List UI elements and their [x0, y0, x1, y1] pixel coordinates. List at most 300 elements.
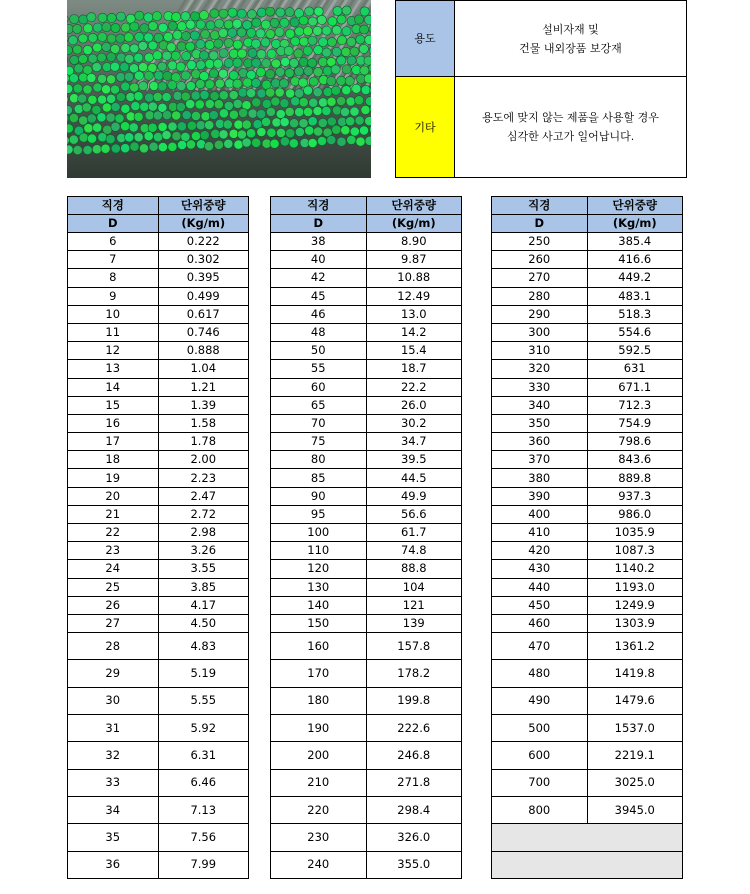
table-row	[68, 596, 249, 614]
table-row	[271, 578, 462, 596]
diameter-cell: 14	[68, 378, 159, 396]
diameter-cell: 500	[492, 715, 588, 742]
table-row	[68, 505, 249, 523]
table-row	[492, 560, 683, 578]
unit-weight-cell: 631	[587, 360, 683, 378]
table-row	[68, 251, 249, 269]
table-row	[68, 524, 249, 542]
table-row	[68, 414, 249, 432]
diameter-cell: 100	[271, 524, 367, 542]
unit-weight-cell: 12.49	[366, 287, 462, 305]
diameter-cell: 370	[492, 451, 588, 469]
unit-weight-cell: 26.0	[366, 396, 462, 414]
blank-row	[492, 851, 683, 878]
table-row	[68, 487, 249, 505]
unit-weight-cell: 0.746	[158, 323, 249, 341]
diameter-cell: 11	[68, 323, 159, 341]
diameter-cell: 170	[271, 660, 367, 687]
table-row	[68, 269, 249, 287]
table-row	[492, 414, 683, 432]
unit-weight-cell: 1419.8	[587, 660, 683, 687]
table-row	[271, 323, 462, 341]
unit-weight-cell: 1479.6	[587, 687, 683, 714]
table-row	[271, 633, 462, 660]
diameter-cell: 190	[271, 715, 367, 742]
table-row	[68, 715, 249, 742]
unit-weight-cell: 3.55	[158, 560, 249, 578]
unit-weight-cell: 1303.9	[587, 614, 683, 632]
table-row	[271, 660, 462, 687]
unit-weight-cell: 39.5	[366, 451, 462, 469]
unit-weight-cell: 592.5	[587, 342, 683, 360]
other-text	[455, 77, 687, 178]
unit-weight-cell: 6.46	[158, 769, 249, 796]
unit-weight-cell: 139	[366, 614, 462, 632]
unit-weight-cell: 1249.9	[587, 596, 683, 614]
diameter-cell: 10	[68, 305, 159, 323]
other-line: 용도에 맞지 않는 제품을 사용할 경우	[482, 111, 659, 124]
unit-weight-cell: 2219.1	[587, 742, 683, 769]
unit-weight-cell: 355.0	[366, 851, 462, 878]
unit-weight-cell: 1537.0	[587, 715, 683, 742]
unit-weight-cell: 843.6	[587, 451, 683, 469]
table-row	[271, 524, 462, 542]
unit-weight-cell: 178.2	[366, 660, 462, 687]
usage-label: 용도	[396, 1, 455, 77]
unit-weight-cell: 5.55	[158, 687, 249, 714]
diameter-cell: 23	[68, 542, 159, 560]
table-row	[68, 360, 249, 378]
table-row	[68, 796, 249, 823]
unit-weight-cell: 56.6	[366, 505, 462, 523]
unit-weight-cell: 937.3	[587, 487, 683, 505]
diameter-cell: 60	[271, 378, 367, 396]
header-row	[271, 215, 462, 233]
unit-weight-cell: 3.85	[158, 578, 249, 596]
other-label: 기타	[396, 77, 455, 178]
diameter-cell: 490	[492, 687, 588, 714]
table-row	[68, 233, 249, 251]
blank-row	[492, 824, 683, 851]
table-row	[68, 660, 249, 687]
unit-weight-cell: 3945.0	[587, 796, 683, 823]
table-row	[492, 469, 683, 487]
unit-weight-cell: 5.19	[158, 660, 249, 687]
diameter-cell: 38	[271, 233, 367, 251]
table-row	[492, 633, 683, 660]
table-row	[492, 578, 683, 596]
table-row	[492, 542, 683, 560]
table-row	[271, 614, 462, 632]
diameter-cell: 34	[68, 796, 159, 823]
table-row	[271, 269, 462, 287]
header-row	[68, 197, 249, 215]
unit-weight-cell: 1035.9	[587, 524, 683, 542]
diameter-cell: 300	[492, 323, 588, 341]
unit-weight-header: 단위중량	[158, 197, 249, 215]
diameter-cell: 8	[68, 269, 159, 287]
unit-weight-cell: 6.31	[158, 742, 249, 769]
unit-weight-cell: 0.302	[158, 251, 249, 269]
unit-weight-header: 단위중량	[587, 197, 683, 215]
unit-weight-header: (Kg/m)	[366, 215, 462, 233]
diameter-cell: 160	[271, 633, 367, 660]
table-row	[492, 487, 683, 505]
diameter-cell: 270	[492, 269, 588, 287]
table-row	[492, 796, 683, 823]
diameter-cell: 330	[492, 378, 588, 396]
diameter-cell: 360	[492, 433, 588, 451]
diameter-header: D	[492, 215, 588, 233]
diameter-cell: 210	[271, 769, 367, 796]
unit-weight-cell: 483.1	[587, 287, 683, 305]
diameter-cell: 280	[492, 287, 588, 305]
table-row	[271, 769, 462, 796]
table-row	[68, 742, 249, 769]
unit-weight-cell: 22.2	[366, 378, 462, 396]
table-row	[492, 715, 683, 742]
unit-weight-cell: 104	[366, 578, 462, 596]
table-row	[271, 715, 462, 742]
table-row	[68, 560, 249, 578]
unit-weight-cell: 2.98	[158, 524, 249, 542]
diameter-cell: 18	[68, 451, 159, 469]
header-row	[492, 215, 683, 233]
diameter-cell: 130	[271, 578, 367, 596]
unit-weight-cell: 2.47	[158, 487, 249, 505]
diameter-cell: 36	[68, 851, 159, 878]
table-row	[271, 469, 462, 487]
diameter-cell: 45	[271, 287, 367, 305]
unit-weight-cell: 88.8	[366, 560, 462, 578]
diameter-cell: 200	[271, 742, 367, 769]
diameter-cell: 13	[68, 360, 159, 378]
table-row	[271, 505, 462, 523]
unit-weight-cell: 889.8	[587, 469, 683, 487]
table-row	[271, 342, 462, 360]
diameter-cell: 420	[492, 542, 588, 560]
diameter-cell: 12	[68, 342, 159, 360]
unit-weight-cell: 671.1	[587, 378, 683, 396]
unit-weight-cell: 798.6	[587, 433, 683, 451]
unit-weight-cell: 1.39	[158, 396, 249, 414]
table-row	[492, 323, 683, 341]
unit-weight-cell: 1087.3	[587, 542, 683, 560]
table-row	[492, 233, 683, 251]
diameter-cell: 150	[271, 614, 367, 632]
table-row	[271, 487, 462, 505]
diameter-cell: 42	[271, 269, 367, 287]
table-row	[492, 251, 683, 269]
unit-weight-cell: 61.7	[366, 524, 462, 542]
diameter-cell: 28	[68, 633, 159, 660]
diameter-cell: 7	[68, 251, 159, 269]
diameter-cell: 260	[492, 251, 588, 269]
unit-weight-cell: 1.58	[158, 414, 249, 432]
diameter-cell: 90	[271, 487, 367, 505]
diameter-header: 직경	[492, 197, 588, 215]
product-photo	[67, 0, 371, 178]
unit-weight-cell: 385.4	[587, 233, 683, 251]
diameter-cell: 340	[492, 396, 588, 414]
diameter-cell: 9	[68, 287, 159, 305]
table-row	[271, 742, 462, 769]
unit-weight-cell: 13.0	[366, 305, 462, 323]
diameter-cell: 29	[68, 660, 159, 687]
unit-weight-cell: 2.72	[158, 505, 249, 523]
unit-weight-cell: 5.92	[158, 715, 249, 742]
table-row	[271, 851, 462, 878]
header-row	[68, 215, 249, 233]
table-row	[271, 824, 462, 851]
table-row	[492, 433, 683, 451]
table-row	[492, 614, 683, 632]
unit-weight-cell: 518.3	[587, 305, 683, 323]
blank-cell	[492, 824, 683, 851]
diameter-cell: 30	[68, 687, 159, 714]
unit-weight-cell: 18.7	[366, 360, 462, 378]
table-row	[271, 433, 462, 451]
table-row	[271, 287, 462, 305]
table-row	[492, 305, 683, 323]
table-row	[271, 596, 462, 614]
table-row	[492, 505, 683, 523]
diameter-cell: 27	[68, 614, 159, 632]
unit-weight-cell: 754.9	[587, 414, 683, 432]
table-row	[68, 614, 249, 632]
table-row	[68, 542, 249, 560]
unit-weight-cell: 271.8	[366, 769, 462, 796]
unit-weight-cell: 2.23	[158, 469, 249, 487]
unit-weight-cell: 199.8	[366, 687, 462, 714]
diameter-cell: 26	[68, 596, 159, 614]
table-row	[492, 378, 683, 396]
unit-weight-cell: 554.6	[587, 323, 683, 341]
table-row	[68, 851, 249, 878]
unit-weight-cell: 121	[366, 596, 462, 614]
diameter-cell: 22	[68, 524, 159, 542]
unit-weight-cell: 416.6	[587, 251, 683, 269]
usage-line: 건물 내외장품 보강재	[519, 41, 622, 55]
table-row	[492, 742, 683, 769]
other-line: 심각한 사고가 일어납니다.	[506, 130, 635, 143]
unit-weight-header: (Kg/m)	[158, 215, 249, 233]
unit-weight-cell: 15.4	[366, 342, 462, 360]
diameter-cell: 85	[271, 469, 367, 487]
unit-weight-cell: 449.2	[587, 269, 683, 287]
unit-weight-cell: 74.8	[366, 542, 462, 560]
diameter-cell: 31	[68, 715, 159, 742]
table-row	[271, 360, 462, 378]
diameter-cell: 430	[492, 560, 588, 578]
unit-weight-cell: 0.395	[158, 269, 249, 287]
diameter-cell: 320	[492, 360, 588, 378]
table-row	[492, 451, 683, 469]
diameter-header: D	[271, 215, 367, 233]
diameter-cell: 70	[271, 414, 367, 432]
unit-weight-cell: 7.56	[158, 824, 249, 851]
unit-weight-cell: 1361.2	[587, 633, 683, 660]
diameter-cell: 35	[68, 824, 159, 851]
unit-weight-cell: 712.3	[587, 396, 683, 414]
table-row	[271, 687, 462, 714]
diameter-cell: 440	[492, 578, 588, 596]
table-row	[271, 305, 462, 323]
unit-weight-cell: 3.26	[158, 542, 249, 560]
unit-weight-cell: 1.78	[158, 433, 249, 451]
unit-weight-cell: 0.499	[158, 287, 249, 305]
unit-weight-cell: 1193.0	[587, 578, 683, 596]
table-row	[68, 378, 249, 396]
table-row	[68, 469, 249, 487]
diameter-cell: 290	[492, 305, 588, 323]
diameter-cell: 400	[492, 505, 588, 523]
diameter-cell: 21	[68, 505, 159, 523]
table-row	[492, 769, 683, 796]
unit-weight-cell: 9.87	[366, 251, 462, 269]
table-row	[68, 451, 249, 469]
table-row	[271, 396, 462, 414]
diameter-cell: 380	[492, 469, 588, 487]
spec-table-3	[491, 196, 683, 879]
diameter-cell: 46	[271, 305, 367, 323]
table-row	[68, 305, 249, 323]
table-row	[492, 687, 683, 714]
diameter-cell: 65	[271, 396, 367, 414]
diameter-cell: 800	[492, 796, 588, 823]
table-row	[68, 824, 249, 851]
table-row	[492, 360, 683, 378]
unit-weight-header: 단위중량	[366, 197, 462, 215]
spec-table-1	[67, 196, 249, 879]
blank-cell	[492, 851, 683, 878]
diameter-cell: 20	[68, 487, 159, 505]
diameter-cell: 350	[492, 414, 588, 432]
unit-weight-cell: 49.9	[366, 487, 462, 505]
diameter-cell: 600	[492, 742, 588, 769]
table-row	[492, 596, 683, 614]
table-row	[492, 269, 683, 287]
unit-weight-cell: 2.00	[158, 451, 249, 469]
diameter-cell: 220	[271, 796, 367, 823]
diameter-cell: 25	[68, 578, 159, 596]
table-row	[492, 287, 683, 305]
unit-weight-cell: 10.88	[366, 269, 462, 287]
table-row	[68, 287, 249, 305]
diameter-cell: 50	[271, 342, 367, 360]
unit-weight-cell: 246.8	[366, 742, 462, 769]
unit-weight-cell: 44.5	[366, 469, 462, 487]
header-row	[492, 197, 683, 215]
diameter-cell: 700	[492, 769, 588, 796]
table-row	[68, 323, 249, 341]
diameter-cell: 75	[271, 433, 367, 451]
table-row	[271, 378, 462, 396]
unit-weight-cell: 8.90	[366, 233, 462, 251]
diameter-header: 직경	[271, 197, 367, 215]
table-row	[68, 633, 249, 660]
table-row	[68, 687, 249, 714]
table-row	[492, 396, 683, 414]
unit-weight-cell: 14.2	[366, 323, 462, 341]
unit-weight-cell: 326.0	[366, 824, 462, 851]
table-row	[492, 342, 683, 360]
diameter-cell: 110	[271, 542, 367, 560]
table-row	[68, 769, 249, 796]
unit-weight-cell: 3025.0	[587, 769, 683, 796]
unit-weight-cell: 7.99	[158, 851, 249, 878]
diameter-cell: 33	[68, 769, 159, 796]
diameter-cell: 6	[68, 233, 159, 251]
unit-weight-cell: 222.6	[366, 715, 462, 742]
diameter-cell: 450	[492, 596, 588, 614]
diameter-cell: 240	[271, 851, 367, 878]
diameter-cell: 410	[492, 524, 588, 542]
table-row	[271, 251, 462, 269]
diameter-cell: 55	[271, 360, 367, 378]
diameter-cell: 95	[271, 505, 367, 523]
diameter-cell: 40	[271, 251, 367, 269]
diameter-cell: 250	[492, 233, 588, 251]
diameter-cell: 390	[492, 487, 588, 505]
unit-weight-cell: 1.04	[158, 360, 249, 378]
diameter-cell: 24	[68, 560, 159, 578]
diameter-header: 직경	[68, 197, 159, 215]
diameter-header: D	[68, 215, 159, 233]
diameter-cell: 480	[492, 660, 588, 687]
unit-weight-cell: 986.0	[587, 505, 683, 523]
table-row	[68, 396, 249, 414]
header-row	[271, 197, 462, 215]
unit-weight-cell: 4.50	[158, 614, 249, 632]
usage-line: 설비자재 및	[542, 22, 599, 36]
unit-weight-cell: 1.21	[158, 378, 249, 396]
diameter-cell: 32	[68, 742, 159, 769]
unit-weight-cell: 298.4	[366, 796, 462, 823]
diameter-cell: 310	[492, 342, 588, 360]
unit-weight-cell: 157.8	[366, 633, 462, 660]
diameter-cell: 180	[271, 687, 367, 714]
spec-table-2	[270, 196, 462, 879]
diameter-cell: 470	[492, 633, 588, 660]
unit-weight-cell: 0.888	[158, 342, 249, 360]
table-row	[68, 433, 249, 451]
diameter-cell: 17	[68, 433, 159, 451]
table-row	[271, 414, 462, 432]
diameter-cell: 460	[492, 614, 588, 632]
table-row	[68, 342, 249, 360]
unit-weight-cell: 7.13	[158, 796, 249, 823]
diameter-cell: 140	[271, 596, 367, 614]
table-row	[271, 560, 462, 578]
unit-weight-header: (Kg/m)	[587, 215, 683, 233]
unit-weight-cell: 30.2	[366, 414, 462, 432]
table-row	[492, 660, 683, 687]
unit-weight-cell: 1140.2	[587, 560, 683, 578]
unit-weight-cell: 34.7	[366, 433, 462, 451]
diameter-cell: 16	[68, 414, 159, 432]
info-table	[395, 0, 687, 178]
table-row	[492, 524, 683, 542]
diameter-cell: 15	[68, 396, 159, 414]
usage-text	[455, 1, 687, 77]
unit-weight-cell: 4.17	[158, 596, 249, 614]
unit-weight-cell: 0.617	[158, 305, 249, 323]
diameter-cell: 230	[271, 824, 367, 851]
table-row	[271, 451, 462, 469]
table-row	[271, 796, 462, 823]
diameter-cell: 80	[271, 451, 367, 469]
